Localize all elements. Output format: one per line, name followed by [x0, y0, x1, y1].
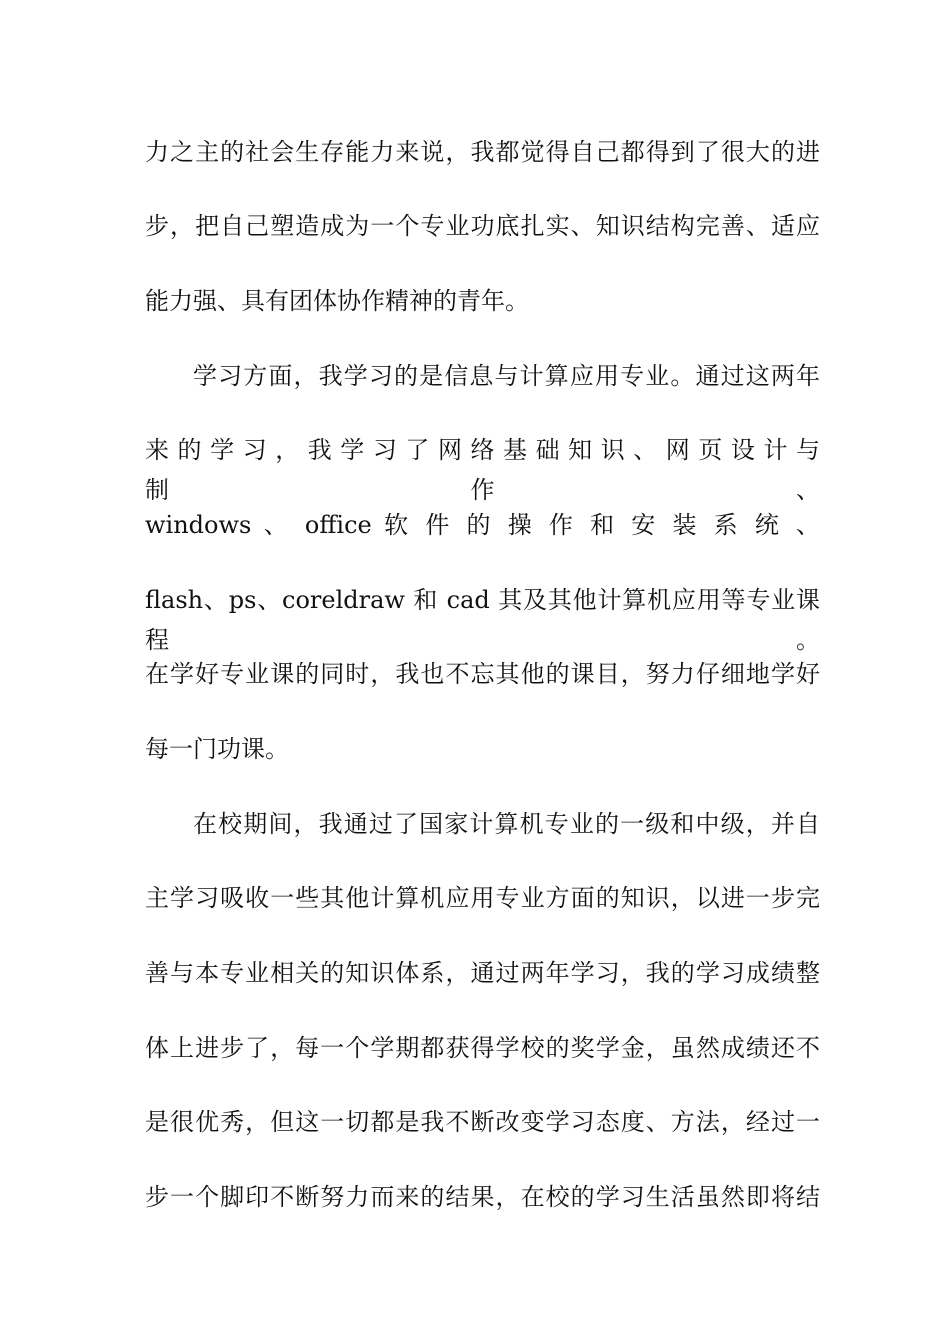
- text-line-2: 步，把自己塑造成为一个专业功底扎实、知识结构完善、适应: [145, 212, 820, 240]
- text-line-11: 主学习吸收一些其他计算机应用专业方面的知识，以进一步完: [145, 884, 820, 912]
- text-line-7: flash、ps、coreldraw 和 cad 其及其他计算机应用等专业课程。: [145, 586, 820, 654]
- text-line-9: 每一门功课。: [145, 735, 289, 763]
- text-line-5: 来 的 学 习 ， 我 学 习 了 网 络 基 础 知 识 、 网 页 设 计 与 制 作 、: [145, 436, 820, 504]
- text-line-15: 步一个脚印不断努力而来的结果，在校的学习生活虽然即将结: [145, 1183, 820, 1211]
- text-line-14: 是很优秀，但这一切都是我不断改变学习态度、方法，经过一: [145, 1108, 820, 1136]
- text-line-6: windows 、 office 软 件 的 操 作 和 安 装 系 统 、: [145, 511, 820, 539]
- text-line-10: 在校期间，我通过了国家计算机专业的一级和中级，并自: [193, 810, 820, 838]
- text-line-1: 力之主的社会生存能力来说，我都觉得自己都得到了很大的进: [145, 138, 820, 166]
- text-line-13: 体上进步了，每一个学期都获得学校的奖学金，虽然成绩还不: [145, 1034, 820, 1062]
- text-line-4: 学习方面，我学习的是信息与计算应用专业。通过这两年: [193, 362, 820, 390]
- text-line-8: 在学好专业课的同时，我也不忘其他的课目，努力仔细地学好: [145, 660, 820, 688]
- text-line-12: 善与本专业相关的知识体系，通过两年学习，我的学习成绩整: [145, 959, 820, 987]
- text-line-3: 能力强、具有团体协作精神的青年。: [145, 287, 529, 315]
